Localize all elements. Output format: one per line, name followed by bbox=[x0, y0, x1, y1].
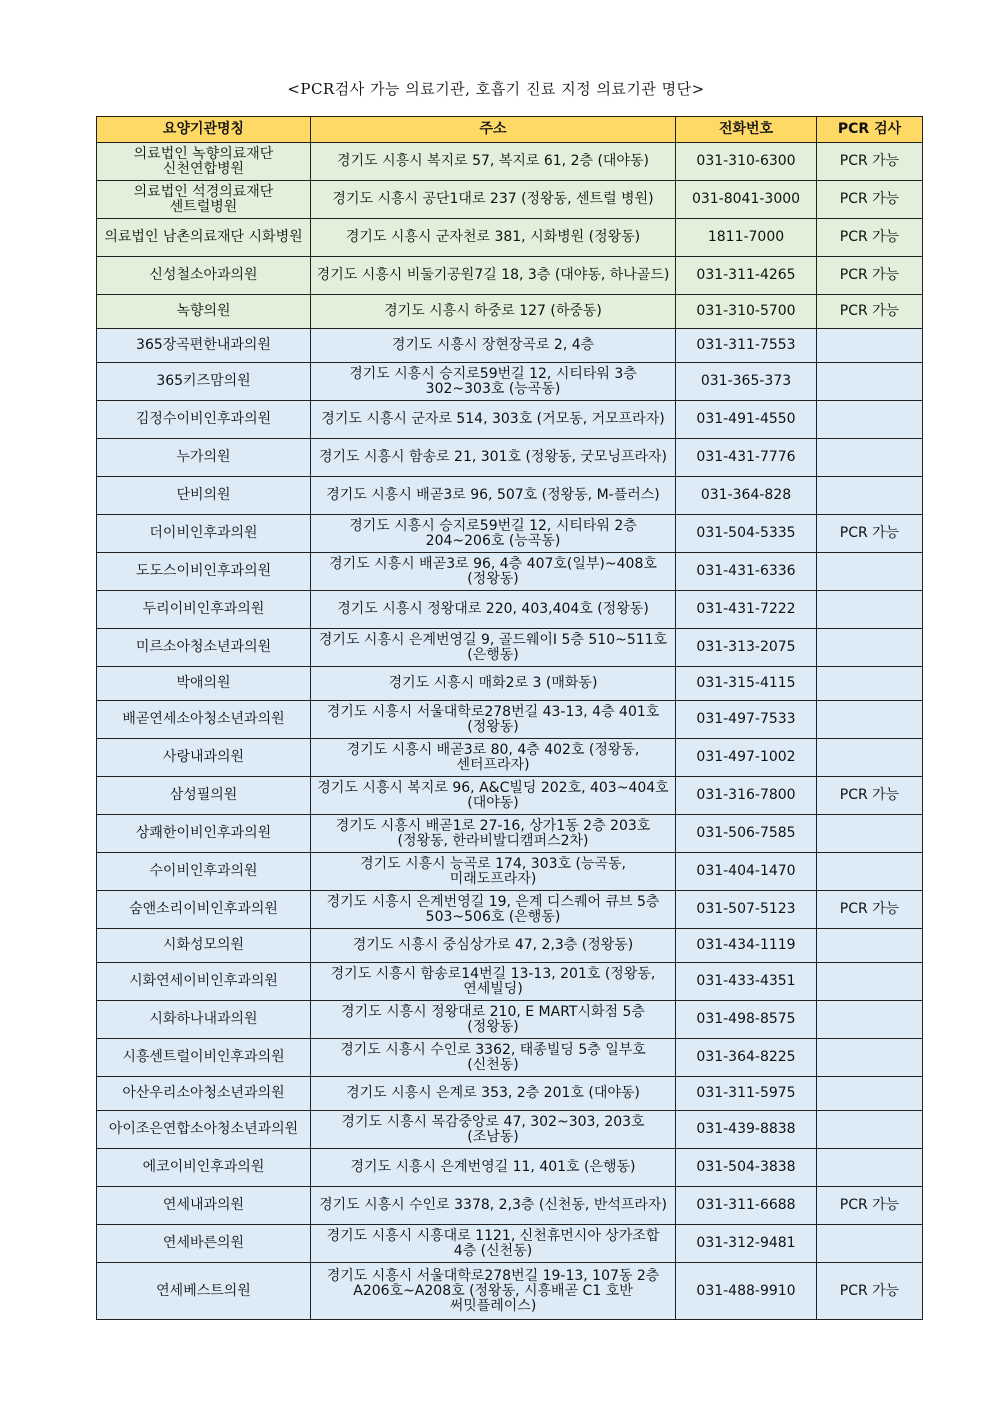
institution-name-cell: 아산우리소아청소년과의원 bbox=[97, 1077, 311, 1111]
phone-cell: 031-311-6688 bbox=[676, 1187, 817, 1225]
institution-name-cell: 숨앤소리이비인후과의원 bbox=[97, 891, 311, 929]
pcr-status-cell bbox=[817, 1225, 923, 1263]
table-row bbox=[97, 515, 923, 553]
address-cell: 경기도 시흥시 서울대학로278번길 43-13, 4층 401호 (정왕동) bbox=[311, 701, 676, 739]
phone-cell: 031-311-4265 bbox=[676, 257, 817, 295]
pcr-status-cell bbox=[817, 477, 923, 515]
table-row bbox=[97, 477, 923, 515]
table-row bbox=[97, 963, 923, 1001]
pcr-status-cell: PCR 가능 bbox=[817, 219, 923, 257]
phone-cell: 031-506-7585 bbox=[676, 815, 817, 853]
table-row bbox=[97, 329, 923, 363]
institution-name-cell: 상쾌한이비인후과의원 bbox=[97, 815, 311, 853]
phone-cell: 031-434-1119 bbox=[676, 929, 817, 963]
institution-name-cell: 연세내과의원 bbox=[97, 1187, 311, 1225]
address-cell: 경기도 시흥시 시흥대로 1121, 신천휴먼시아 상가조합 4층 (신천동) bbox=[311, 1225, 676, 1263]
institution-name-cell: 의료법인 석경의료재단 센트럴병원 bbox=[97, 181, 311, 219]
institution-name-cell: 녹향의원 bbox=[97, 295, 311, 329]
phone-cell: 031-313-2075 bbox=[676, 629, 817, 667]
institution-name-cell: 김정수이비인후과의원 bbox=[97, 401, 311, 439]
pcr-status-cell bbox=[817, 739, 923, 777]
phone-cell: 031-491-4550 bbox=[676, 401, 817, 439]
address-cell: 경기도 시흥시 은계로 353, 2층 201호 (대야동) bbox=[311, 1077, 676, 1111]
pcr-status-cell bbox=[817, 1111, 923, 1149]
table-row bbox=[97, 701, 923, 739]
phone-cell: 031-504-3838 bbox=[676, 1149, 817, 1187]
table-row bbox=[97, 1001, 923, 1039]
address-cell: 경기도 시흥시 배곧3로 80, 4층 402호 (정왕동, 센터프라자) bbox=[311, 739, 676, 777]
address-cell: 경기도 시흥시 수인로 3378, 2,3층 (신천동, 반석프라자) bbox=[311, 1187, 676, 1225]
phone-cell: 031-310-6300 bbox=[676, 143, 817, 181]
institution-name-cell: 신성철소아과의원 bbox=[97, 257, 311, 295]
header-phone: 전화번호 bbox=[676, 117, 817, 143]
table-row bbox=[97, 553, 923, 591]
table-row bbox=[97, 929, 923, 963]
pcr-status-cell bbox=[817, 701, 923, 739]
clinic-table bbox=[96, 116, 923, 1320]
address-cell: 경기도 시흥시 군자로 514, 303호 (거모동, 거모프라자) bbox=[311, 401, 676, 439]
table-row bbox=[97, 815, 923, 853]
table-row bbox=[97, 891, 923, 929]
header-name: 요양기관명칭 bbox=[97, 117, 311, 143]
table-row bbox=[97, 363, 923, 401]
address-cell: 경기도 시흥시 함송로14번길 13-13, 201호 (정왕동, 연세빌딩) bbox=[311, 963, 676, 1001]
institution-name-cell: 수이비인후과의원 bbox=[97, 853, 311, 891]
table-body bbox=[97, 143, 923, 1320]
institution-name-cell: 의료법인 녹향의료재단 신천연합병원 bbox=[97, 143, 311, 181]
address-cell: 경기도 시흥시 장현장곡로 2, 4층 bbox=[311, 329, 676, 363]
table-row bbox=[97, 1111, 923, 1149]
address-cell: 경기도 시흥시 군자천로 381, 시화병원 (정왕동) bbox=[311, 219, 676, 257]
pcr-status-cell bbox=[817, 853, 923, 891]
phone-cell: 031-364-828 bbox=[676, 477, 817, 515]
institution-name-cell: 도도스이비인후과의원 bbox=[97, 553, 311, 591]
pcr-status-cell bbox=[817, 329, 923, 363]
address-cell: 경기도 시흥시 능곡로 174, 303호 (능곡동, 미래도프라자) bbox=[311, 853, 676, 891]
institution-name-cell: 의료법인 남촌의료재단 시화병원 bbox=[97, 219, 311, 257]
address-cell: 경기도 시흥시 배곧3로 96, 4층 407호(일부)~408호 (정왕동) bbox=[311, 553, 676, 591]
pcr-status-cell bbox=[817, 553, 923, 591]
pcr-status-cell bbox=[817, 963, 923, 1001]
phone-cell: 031-312-9481 bbox=[676, 1225, 817, 1263]
table-row bbox=[97, 777, 923, 815]
pcr-status-cell bbox=[817, 591, 923, 629]
table-row bbox=[97, 295, 923, 329]
table-row bbox=[97, 853, 923, 891]
phone-cell: 031-431-7222 bbox=[676, 591, 817, 629]
institution-name-cell: 미르소아청소년과의원 bbox=[97, 629, 311, 667]
institution-name-cell: 365키즈맘의원 bbox=[97, 363, 311, 401]
table-row bbox=[97, 667, 923, 701]
page-title: <PCR검사 가능 의료기관, 호흡기 진료 지정 의료기관 명단> bbox=[287, 80, 705, 98]
header-address: 주소 bbox=[311, 117, 676, 143]
phone-cell: 031-431-6336 bbox=[676, 553, 817, 591]
address-cell: 경기도 시흥시 복지로 96, A&C빌딩 202호, 403~404호 (대야동) bbox=[311, 777, 676, 815]
phone-cell: 031-498-8575 bbox=[676, 1001, 817, 1039]
table-row bbox=[97, 143, 923, 181]
phone-cell: 031-315-4115 bbox=[676, 667, 817, 701]
table-row bbox=[97, 181, 923, 219]
phone-cell: 031-497-7533 bbox=[676, 701, 817, 739]
address-cell: 경기도 시흥시 하중로 127 (하중동) bbox=[311, 295, 676, 329]
phone-cell: 031-439-8838 bbox=[676, 1111, 817, 1149]
institution-name-cell: 배곧연세소아청소년과의원 bbox=[97, 701, 311, 739]
institution-name-cell: 단비의원 bbox=[97, 477, 311, 515]
address-cell: 경기도 시흥시 함송로 21, 301호 (정왕동, 굿모닝프라자) bbox=[311, 439, 676, 477]
phone-cell: 1811-7000 bbox=[676, 219, 817, 257]
address-cell: 경기도 시흥시 서울대학로278번길 19-13, 107동 2층 A206호~A208호 (정왕동, 시흥배곧 C1 호반 써밋플레이스) bbox=[311, 1263, 676, 1320]
pcr-status-cell: PCR 가능 bbox=[817, 143, 923, 181]
table-row bbox=[97, 739, 923, 777]
address-cell: 경기도 시흥시 배곧1로 27-16, 상가1동 2층 203호 (정왕동, 한라비발디캠퍼스2차) bbox=[311, 815, 676, 853]
pcr-status-cell bbox=[817, 815, 923, 853]
address-cell: 경기도 시흥시 공단1대로 237 (정왕동, 센트럴 병원) bbox=[311, 181, 676, 219]
institution-name-cell: 아이조은연합소아청소년과의원 bbox=[97, 1111, 311, 1149]
table-row bbox=[97, 1039, 923, 1077]
phone-cell: 031-404-1470 bbox=[676, 853, 817, 891]
pcr-status-cell bbox=[817, 401, 923, 439]
phone-cell: 031-8041-3000 bbox=[676, 181, 817, 219]
pcr-status-cell: PCR 가능 bbox=[817, 1263, 923, 1320]
address-cell: 경기도 시흥시 승지로59번길 12, 시티타워 2층 204~206호 (능곡동) bbox=[311, 515, 676, 553]
pcr-status-cell bbox=[817, 1039, 923, 1077]
institution-name-cell: 누가의원 bbox=[97, 439, 311, 477]
table-row bbox=[97, 1077, 923, 1111]
phone-cell: 031-433-4351 bbox=[676, 963, 817, 1001]
address-cell: 경기도 시흥시 은계번영길 19, 은계 디스퀘어 큐브 5층 503~506호 (은행동) bbox=[311, 891, 676, 929]
phone-cell: 031-365-373 bbox=[676, 363, 817, 401]
address-cell: 경기도 시흥시 은계번영길 11, 401호 (은행동) bbox=[311, 1149, 676, 1187]
table-row bbox=[97, 439, 923, 477]
address-cell: 경기도 시흥시 정왕대로 220, 403,404호 (정왕동) bbox=[311, 591, 676, 629]
pcr-status-cell bbox=[817, 363, 923, 401]
table-row bbox=[97, 219, 923, 257]
pcr-status-cell bbox=[817, 1077, 923, 1111]
institution-name-cell: 365장곡편한내과의원 bbox=[97, 329, 311, 363]
table-row bbox=[97, 401, 923, 439]
address-cell: 경기도 시흥시 중심상가로 47, 2,3층 (정왕동) bbox=[311, 929, 676, 963]
phone-cell: 031-497-1002 bbox=[676, 739, 817, 777]
pcr-status-cell: PCR 가능 bbox=[817, 295, 923, 329]
pcr-status-cell bbox=[817, 439, 923, 477]
pcr-status-cell bbox=[817, 667, 923, 701]
table-header-row bbox=[97, 117, 923, 143]
table-row bbox=[97, 257, 923, 295]
table-row bbox=[97, 591, 923, 629]
address-cell: 경기도 시흥시 정왕대로 210, E MART시화점 5층 (정왕동) bbox=[311, 1001, 676, 1039]
institution-name-cell: 시화연세이비인후과의원 bbox=[97, 963, 311, 1001]
pcr-status-cell: PCR 가능 bbox=[817, 891, 923, 929]
institution-name-cell: 삼성필의원 bbox=[97, 777, 311, 815]
institution-name-cell: 사랑내과의원 bbox=[97, 739, 311, 777]
institution-name-cell: 더이비인후과의원 bbox=[97, 515, 311, 553]
phone-cell: 031-507-5123 bbox=[676, 891, 817, 929]
pcr-status-cell: PCR 가능 bbox=[817, 515, 923, 553]
institution-name-cell: 연세바른의원 bbox=[97, 1225, 311, 1263]
address-cell: 경기도 시흥시 복지로 57, 복지로 61, 2층 (대야동) bbox=[311, 143, 676, 181]
table-row bbox=[97, 1187, 923, 1225]
phone-cell: 031-364-8225 bbox=[676, 1039, 817, 1077]
pcr-status-cell bbox=[817, 929, 923, 963]
table-row bbox=[97, 629, 923, 667]
table-row bbox=[97, 1149, 923, 1187]
phone-cell: 031-310-5700 bbox=[676, 295, 817, 329]
pcr-status-cell: PCR 가능 bbox=[817, 777, 923, 815]
phone-cell: 031-504-5335 bbox=[676, 515, 817, 553]
table-row bbox=[97, 1263, 923, 1320]
address-cell: 경기도 시흥시 매화2로 3 (매화동) bbox=[311, 667, 676, 701]
institution-name-cell: 에코이비인후과의원 bbox=[97, 1149, 311, 1187]
header-pcr: PCR 검사 bbox=[817, 117, 923, 143]
phone-cell: 031-488-9910 bbox=[676, 1263, 817, 1320]
phone-cell: 031-311-5975 bbox=[676, 1077, 817, 1111]
pcr-status-cell bbox=[817, 1149, 923, 1187]
institution-name-cell: 시화하나내과의원 bbox=[97, 1001, 311, 1039]
table-row bbox=[97, 1225, 923, 1263]
institution-name-cell: 두리이비인후과의원 bbox=[97, 591, 311, 629]
address-cell: 경기도 시흥시 수인로 3362, 태종빌딩 5층 일부호 (신천동) bbox=[311, 1039, 676, 1077]
address-cell: 경기도 시흥시 은계번영길 9, 골드웨이I 5층 510~511호 (은행동) bbox=[311, 629, 676, 667]
pcr-status-cell: PCR 가능 bbox=[817, 257, 923, 295]
address-cell: 경기도 시흥시 비둘기공원7길 18, 3층 (대야동, 하나골드) bbox=[311, 257, 676, 295]
phone-cell: 031-316-7800 bbox=[676, 777, 817, 815]
pcr-status-cell bbox=[817, 1001, 923, 1039]
pcr-status-cell: PCR 가능 bbox=[817, 181, 923, 219]
institution-name-cell: 연세베스트의원 bbox=[97, 1263, 311, 1320]
address-cell: 경기도 시흥시 승지로59번길 12, 시티타워 3층 302~303호 (능곡동) bbox=[311, 363, 676, 401]
institution-name-cell: 시화성모의원 bbox=[97, 929, 311, 963]
address-cell: 경기도 시흥시 목감중앙로 47, 302~303, 203호 (조남동) bbox=[311, 1111, 676, 1149]
institution-name-cell: 박애의원 bbox=[97, 667, 311, 701]
phone-cell: 031-431-7776 bbox=[676, 439, 817, 477]
address-cell: 경기도 시흥시 배곧3로 96, 507호 (정왕동, M-플러스) bbox=[311, 477, 676, 515]
phone-cell: 031-311-7553 bbox=[676, 329, 817, 363]
pcr-status-cell bbox=[817, 629, 923, 667]
pcr-status-cell: PCR 가능 bbox=[817, 1187, 923, 1225]
institution-name-cell: 시흥센트럴이비인후과의원 bbox=[97, 1039, 311, 1077]
